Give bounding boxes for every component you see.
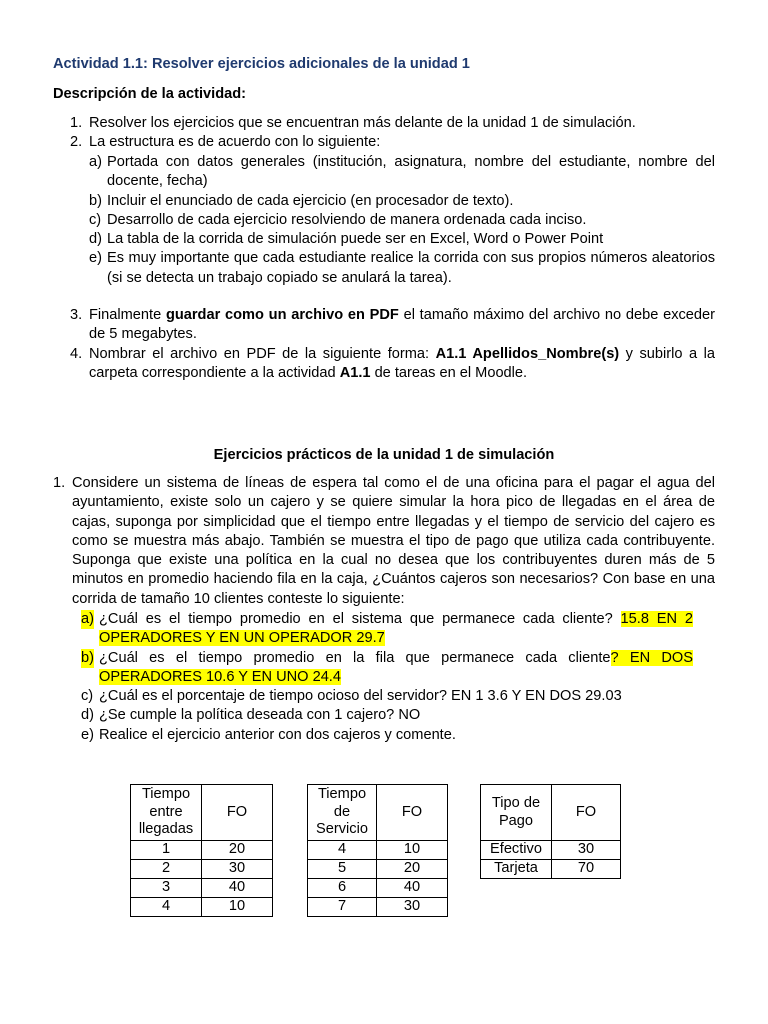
question-b: b) ¿Cuál es el tiempo promedio en la fila que permanece cada cliente? EN DOS OPERADORES 10.6 Y EN UNO 24.4 [81, 649, 694, 685]
table-cell: 40 [377, 879, 448, 898]
table-row [308, 898, 448, 917]
table-cell: 4 [131, 898, 202, 917]
table-row [131, 860, 273, 879]
table-cell: 30 [552, 841, 621, 860]
table-header-row [308, 785, 448, 841]
table-cell: 3 [131, 879, 202, 898]
step-1: 1. Resolver los ejercicios que se encuentran más delante de la unidad 1 de simulación. [70, 115, 636, 131]
exercise-list [53, 474, 715, 609]
table-cell: 10 [377, 841, 448, 860]
table-row [308, 841, 448, 860]
table-cell: Efectivo [481, 841, 552, 860]
table-cell: Tarjeta [481, 860, 552, 879]
exercise-questions [81, 610, 694, 745]
answer-highlight-a: 15.8 EN 2 OPERADORES Y EN UN OPERADOR 29.7 [99, 611, 693, 647]
payment-table [480, 784, 621, 879]
table-row [131, 841, 273, 860]
answer-highlight-b: ? EN DOS OPERADORES 10.6 Y EN UNO 24.4 [99, 649, 694, 685]
table-cell: 10 [202, 898, 273, 917]
table-cell: 5 [308, 860, 377, 879]
steps-list-continued [70, 306, 715, 383]
table-header-cell: FO [202, 785, 273, 841]
table-row [481, 860, 621, 879]
table-row [481, 841, 621, 860]
steps-list [70, 114, 715, 153]
table-header-cell: FO [377, 785, 448, 841]
step-2: 2. La estructura es de acuerdo con lo siguiente: [70, 134, 381, 151]
table-header-row [131, 785, 273, 841]
structure-item-c: c) Desarrollo de cada ejercicio resolviendo de manera ordenada cada inciso. [89, 211, 587, 228]
step-3: 3. Finalmente guardar como un archivo en PDF el tamaño máximo del archivo no debe exceder de 5 megabytes. [70, 307, 715, 343]
table-cell: 70 [552, 860, 621, 879]
table-cell: 7 [308, 898, 377, 917]
table-cell: 30 [202, 860, 273, 879]
table-cell: 1 [131, 841, 202, 860]
structure-item-e: e) Es muy importante que cada estudiante realice la corrida con sus propios números aleatorios (si se detecta un trabajo copiado se anulará la tarea). [89, 250, 715, 286]
structure-sublist [89, 153, 715, 288]
table-cell: 40 [202, 879, 273, 898]
table-cell: 20 [202, 841, 273, 860]
activity-title: Actividad 1.1: Resolver ejercicios adicionales de la unidad 1 [53, 56, 470, 72]
service-table [307, 784, 448, 917]
step-4: 4. Nombrar el archivo en PDF de la siguiente forma: A1.1 Apellidos_Nombre(s) y subirlo a la carpeta correspondiente a la actividad A1.1 de tareas en el Moodle. [70, 345, 715, 381]
table-row [131, 898, 273, 917]
structure-item-d: d) La tabla de la corrida de simulación puede ser en Excel, Word o Power Point [89, 231, 604, 248]
question-c: c) ¿Cuál es el porcentaje de tiempo ocioso del servidor? EN 1 3.6 Y EN DOS 29.03 [81, 688, 622, 705]
table-cell: 4 [308, 841, 377, 860]
table-header-row [481, 785, 621, 841]
table-header-cell: Tiempo de Servicio [308, 785, 377, 841]
question-e: e) Realice el ejercicio anterior con dos cajeros y comente. [81, 726, 456, 743]
exercises-heading: Ejercicios prácticos de la unidad 1 de simulación [213, 447, 555, 463]
table-header-cell: FO [552, 785, 621, 841]
structure-item-a: a) Portada con datos generales (institución, asignatura, nombre del estudiante, nombre del docente, fecha) [89, 154, 715, 190]
table-row [131, 879, 273, 898]
table-cell: 2 [131, 860, 202, 879]
question-d: d) ¿Se cumple la política deseada con 1 cajero? NO [81, 707, 421, 724]
exercise-1: 1. Considere un sistema de líneas de espera tal como el de una oficina para el pagar el agua del ayuntamiento, existe solo un cajero y se quiere simular la hora pico de llegadas en el área de cajas, suponga por simplicidad que el tiempo entre llegadas y el tiempo de servicio del cajero es como se muestra más abajo. También se muestra el tipo de pago que utiliza cada contribuyente. Suponga que existe una política en la cual no desea que los contribuyentes duren más de 5 minutos en promedio haciendo fila en la caja, ¿Cuántos cajeros son necesarios? Con base en una corrida de tamaño 10 clientes conteste lo siguiente: [53, 475, 715, 607]
question-a: a) ¿Cuál es el tiempo promedio en el sistema que permanece cada cliente? 15.8 EN 2 OPERADORES Y EN UN OPERADOR 29.7 [81, 611, 693, 647]
table-header-cell: Tiempo entre llegadas [131, 785, 202, 841]
description-heading: Descripción de la actividad: [53, 86, 247, 102]
table-cell: 30 [377, 898, 448, 917]
table-header-cell: Tipo de Pago [481, 785, 552, 841]
table-cell: 20 [377, 860, 448, 879]
table-row [308, 860, 448, 879]
table-row [308, 879, 448, 898]
structure-item-b: b) Incluir el enunciado de cada ejercicio (en procesador de texto). [89, 192, 514, 209]
table-cell: 6 [308, 879, 377, 898]
arrivals-table [130, 784, 273, 917]
